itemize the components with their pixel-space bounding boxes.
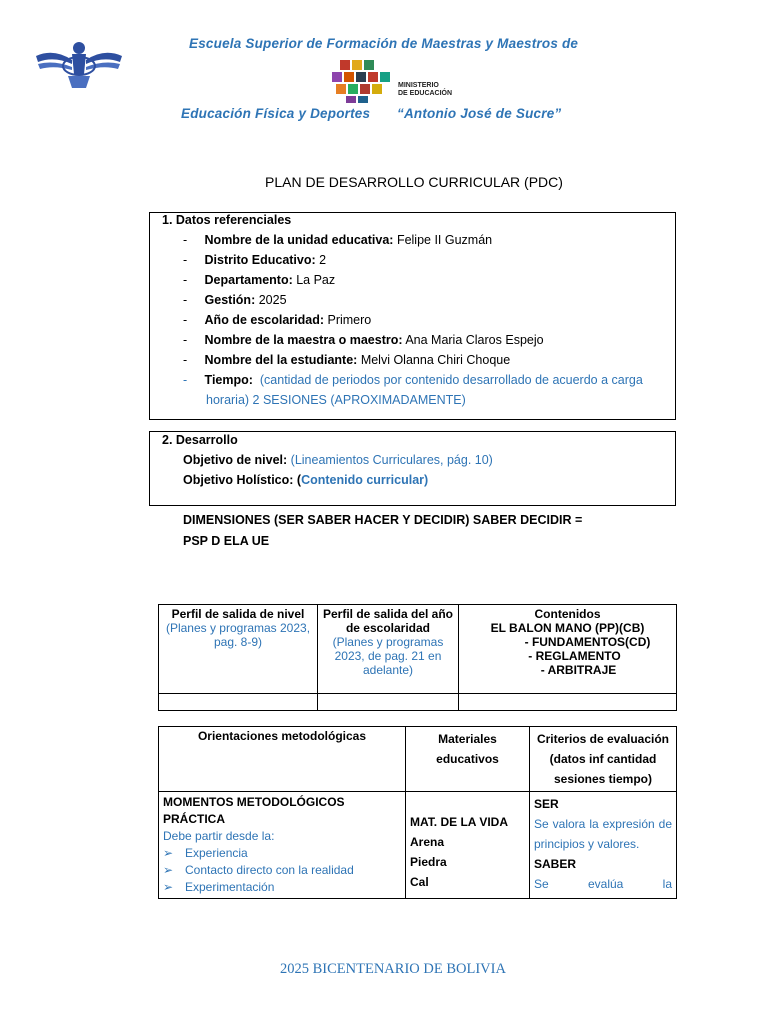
datos-row: - Gestión: 2025 [183,293,287,307]
criterios-header: Criterios de evaluación (datos inf cantidad sesiones tiempo) [536,732,670,786]
objetivo-holistico: Objetivo Holístico: (Contenido curricular) [183,473,429,487]
objetivo-nivel: Objetivo de nivel: (Lineamientos Curriculares, pág. 10) [183,453,493,467]
ser-text: Se valora la expresión de principios y valores. [534,817,672,851]
table-row [159,694,677,711]
header-school-subtitle: Educación Física y Deportes [181,106,371,121]
list-item: ➢ Contacto directo con la realidad [163,863,354,877]
section2-heading: 2. Desarrollo [162,433,238,447]
momentos-label: MOMENTOS METODOLÓGICOS [163,795,345,809]
perfil-nivel-note: (Planes y programas 2023, pag. 8-9) [165,621,311,649]
materiales-header: Materiales educativos [436,732,499,766]
contenidos-item: - REGLAMENTO [528,649,621,663]
datos-row: - Año de escolaridad: Primero [183,313,372,327]
datos-row: - Nombre de la unidad educativa: Felipe II Guzmán [183,233,493,247]
table-cell [318,694,459,711]
table-cell [530,727,677,792]
contenidos-main: EL BALON MANO (PP)(CB) [490,621,645,635]
partir-label: Debe partir desde la: [163,829,275,843]
table-cell [159,605,318,694]
dimensiones-line-1: DIMENSIONES (SER SABER HACER Y DECIDIR) SABER DECIDIR = [183,513,583,527]
section1-heading: 1. Datos referenciales [162,213,292,227]
list-item: ➢ Experiencia [163,846,248,860]
datos-row: - Distrito Educativo: 2 [183,253,327,267]
table-row [159,792,677,899]
table-cell [318,605,459,694]
ministry-logo [326,58,476,104]
perfil-anio-note: (Planes y programas 2023, de pag. 21 en adelante) [332,635,444,677]
contenidos-title: Contenidos [534,607,601,621]
table-cell [406,792,530,899]
table-cell [459,605,677,694]
table-cell [406,727,530,792]
dimensiones-line-2: PSP D ELA UE [183,534,270,548]
header-school-patron: “Antonio José de Sucre” [397,106,562,121]
table-cell [530,792,677,899]
perfil-nivel-title: Perfil de salida de nivel [171,607,305,621]
ministry-label-1: MINISTERIO [398,82,439,89]
table-cell [159,792,406,899]
practica-label: PRÁCTICA [163,812,225,826]
table-row [159,605,677,694]
perfil-anio-title: Perfil de salida del año de escolaridad [322,607,454,635]
list-item: ➢ Experimentación [163,880,275,894]
footer-bicentenario: 2025 BICENTENARIO DE BOLIVIA [280,961,506,977]
orientaciones-table [158,726,677,899]
ministry-label-2: DE EDUCACIÓN [398,90,453,97]
ser-label: SER [534,797,559,811]
contenidos-item: - FUNDAMENTOS(CD) [524,635,651,649]
datos-row: - Nombre del la estudiante: Melvi Olanna Chiri Choque [183,353,511,367]
institution-logo [34,34,124,94]
datos-row: - Nombre de la maestra o maestro: Ana Maria Claros Espejo [183,333,544,347]
header-school-name: Escuela Superior de Formación de Maestras y Maestros de [189,36,579,51]
material-item: MAT. DE LA VIDA [410,815,508,829]
perfil-contenidos-table [158,604,677,711]
table-cell [159,727,406,792]
table-cell [459,694,677,711]
contenidos-item: - ARBITRAJE [540,663,617,677]
page-title: PLAN DE DESARROLLO CURRICULAR (PDC) [265,174,563,190]
material-item: Arena [410,835,445,849]
datos-row: - Departamento: La Paz [183,273,336,287]
material-item: Piedra [410,855,447,869]
datos-row-tiempo: - Tiempo: (cantidad de periodos por contenido desarrollado de acuerdo a carga [183,373,643,387]
table-row [159,727,677,792]
datos-row-tiempo-cont: horaria) 2 SESIONES (APROXIMADAMENTE) [206,393,466,407]
saber-text: Se evalúa la [534,877,672,891]
material-item: Cal [410,875,429,889]
saber-label: SABER [534,857,577,871]
orientaciones-header: Orientaciones metodológicas [197,729,367,743]
table-cell [159,694,318,711]
